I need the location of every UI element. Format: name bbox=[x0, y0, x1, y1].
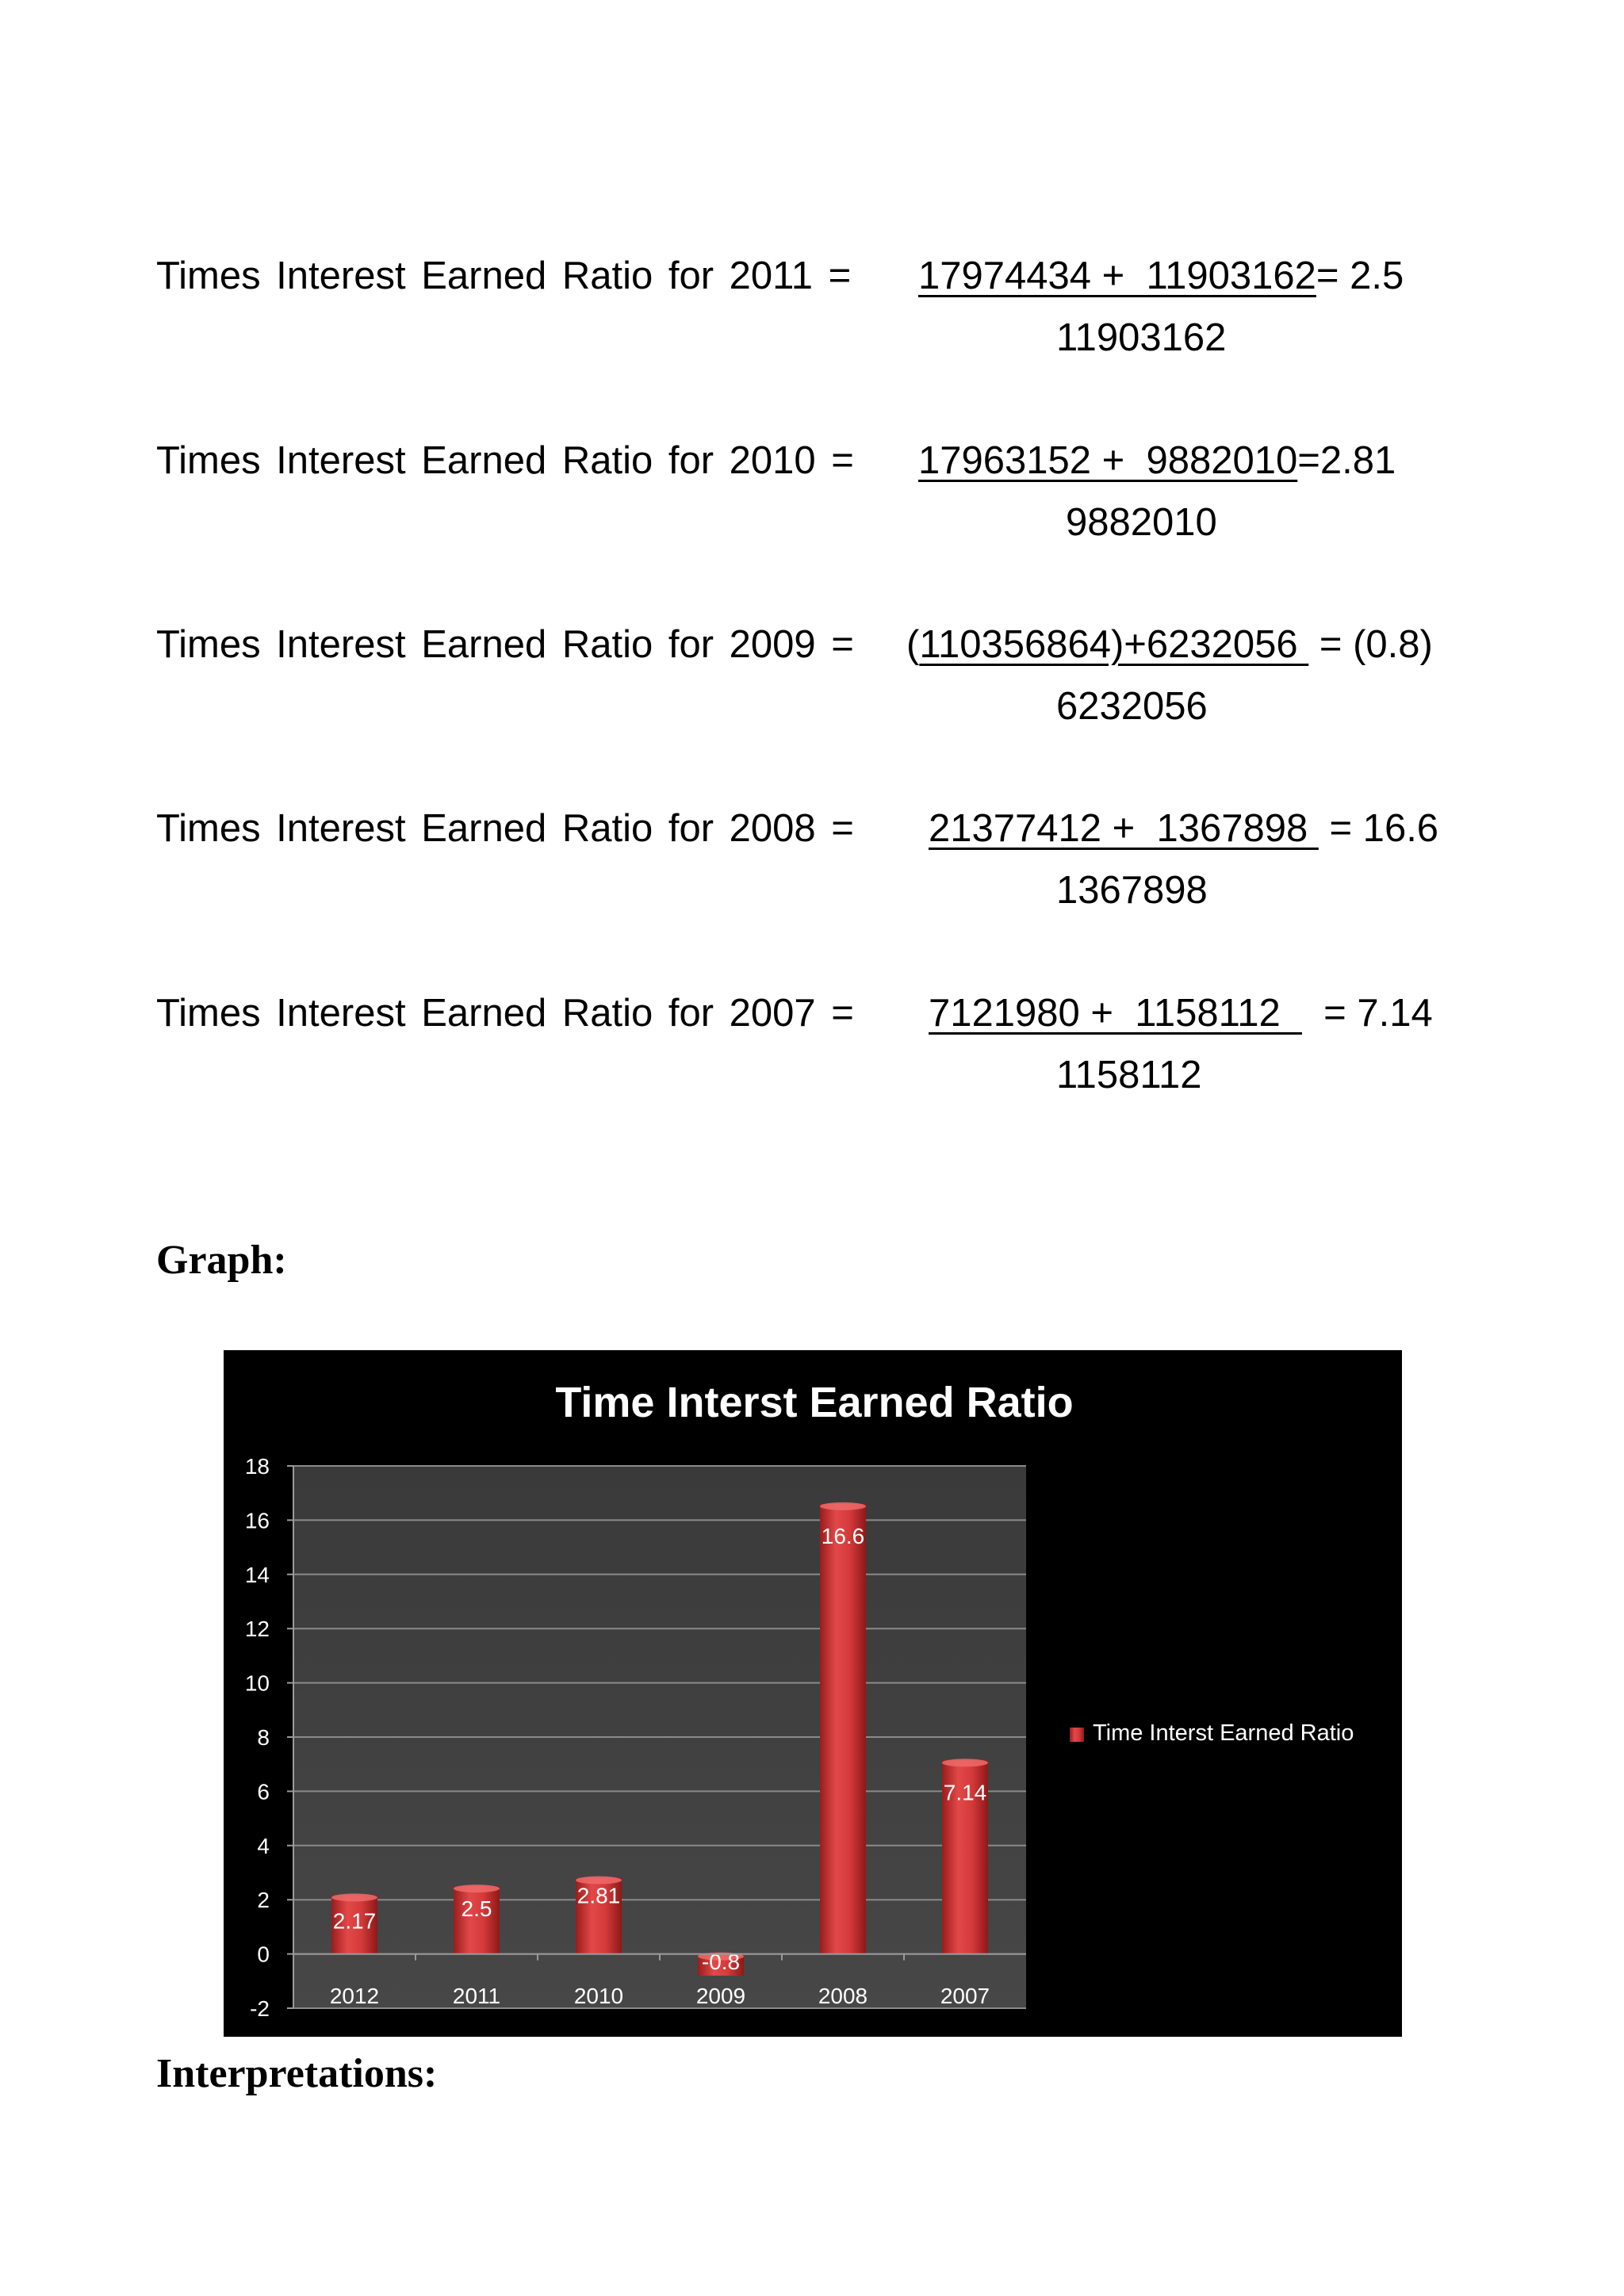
data-label: 16.6 bbox=[821, 1523, 865, 1548]
formula-label: Times Interest Earned Ratio for 2007 = bbox=[156, 992, 854, 1035]
formula-row-2008 bbox=[0, 806, 1624, 933]
y-tick-label: 16 bbox=[244, 1508, 270, 1533]
y-tick-label: 6 bbox=[257, 1779, 270, 1804]
formula-denominator: 6232056 bbox=[1056, 685, 1208, 728]
data-label: 2.5 bbox=[461, 1896, 492, 1922]
y-tick-label: 10 bbox=[244, 1670, 270, 1696]
formula-row-2007 bbox=[0, 991, 1624, 1118]
data-label: 2.81 bbox=[576, 1883, 621, 1908]
formula-numerator bbox=[929, 991, 1433, 1035]
formula-denominator: 9882010 bbox=[1066, 501, 1217, 544]
y-tick-label: 0 bbox=[257, 1942, 270, 1967]
bar-cap bbox=[454, 1885, 500, 1892]
y-tick-label: 4 bbox=[257, 1833, 270, 1858]
chart-title: Time Interst Earned Ratio bbox=[555, 1379, 1074, 1426]
y-tick-label: 8 bbox=[257, 1725, 270, 1750]
formula-label: Times Interest Earned Ratio for 2009 = bbox=[156, 623, 854, 666]
formula-numerator bbox=[918, 254, 1404, 298]
formula-denominator: 1158112 bbox=[1056, 1054, 1202, 1096]
formula-row-2010 bbox=[0, 438, 1624, 565]
x-tick-label: 2012 bbox=[329, 1984, 380, 2008]
numerator-text: 110356864)+6232056 bbox=[919, 623, 1309, 666]
formula-result: = (0.8) bbox=[1308, 623, 1433, 666]
formula-denominator: 1367898 bbox=[1056, 869, 1208, 912]
formula-numerator bbox=[918, 438, 1396, 483]
y-tick-label: 18 bbox=[244, 1454, 270, 1479]
formula-label: Times Interest Earned Ratio for 2010 = bbox=[156, 439, 854, 482]
bar-cap bbox=[942, 1758, 988, 1766]
legend-label: Time Interst Earned Ratio bbox=[1093, 1720, 1354, 1746]
x-tick-label: 2008 bbox=[818, 1984, 868, 2008]
numerator-text: 17974434 + 11903162 bbox=[918, 254, 1316, 297]
formula-result: = 16.6 bbox=[1318, 807, 1439, 850]
formula-row-2011 bbox=[0, 254, 1624, 381]
interpretations-heading: Interpretations: bbox=[156, 2051, 438, 2096]
y-tick-label: 12 bbox=[244, 1617, 270, 1642]
numerator-text: 17963152 + 9882010 bbox=[918, 439, 1298, 482]
bar-cap bbox=[331, 1893, 377, 1901]
y-tick-label: 2 bbox=[257, 1888, 270, 1913]
legend bbox=[1070, 1720, 1354, 1746]
x-tick-label: 2010 bbox=[573, 1984, 624, 2008]
bar bbox=[820, 1504, 866, 1954]
formula-denominator: 11903162 bbox=[1056, 316, 1227, 359]
formula-label: Times Interest Earned Ratio for 2011 = bbox=[156, 254, 852, 297]
formula-row-2009 bbox=[0, 622, 1624, 749]
chart bbox=[224, 1350, 1402, 2037]
formula-numerator bbox=[906, 622, 1433, 667]
numerator-text: 7121980 + 1158112 bbox=[929, 992, 1302, 1035]
graph-heading: Graph: bbox=[156, 1238, 287, 1283]
numerator-text: 21377412 + 1367898 bbox=[929, 807, 1319, 850]
data-label: 7.14 bbox=[943, 1780, 987, 1805]
x-tick-label: 2007 bbox=[940, 1984, 990, 2008]
formula-numerator bbox=[929, 806, 1438, 851]
bar-cap bbox=[820, 1502, 866, 1510]
data-label: 2.17 bbox=[332, 1908, 377, 1934]
numerator-prefix: ( bbox=[906, 623, 920, 666]
legend-swatch bbox=[1070, 1728, 1084, 1742]
x-tick-label: 2009 bbox=[695, 1984, 746, 2008]
data-label: -0.8 bbox=[701, 1949, 741, 1974]
formula-result: =2.81 bbox=[1297, 439, 1396, 482]
formula-label: Times Interest Earned Ratio for 2008 = bbox=[156, 807, 854, 850]
y-tick-label: 14 bbox=[244, 1562, 270, 1587]
chart-canvas bbox=[224, 1350, 1402, 2037]
formula-result: = 7.14 bbox=[1301, 992, 1433, 1035]
y-tick-label: -2 bbox=[250, 1996, 270, 2021]
formula-result: = 2.5 bbox=[1316, 254, 1404, 297]
x-tick-label: 2011 bbox=[452, 1984, 501, 2008]
